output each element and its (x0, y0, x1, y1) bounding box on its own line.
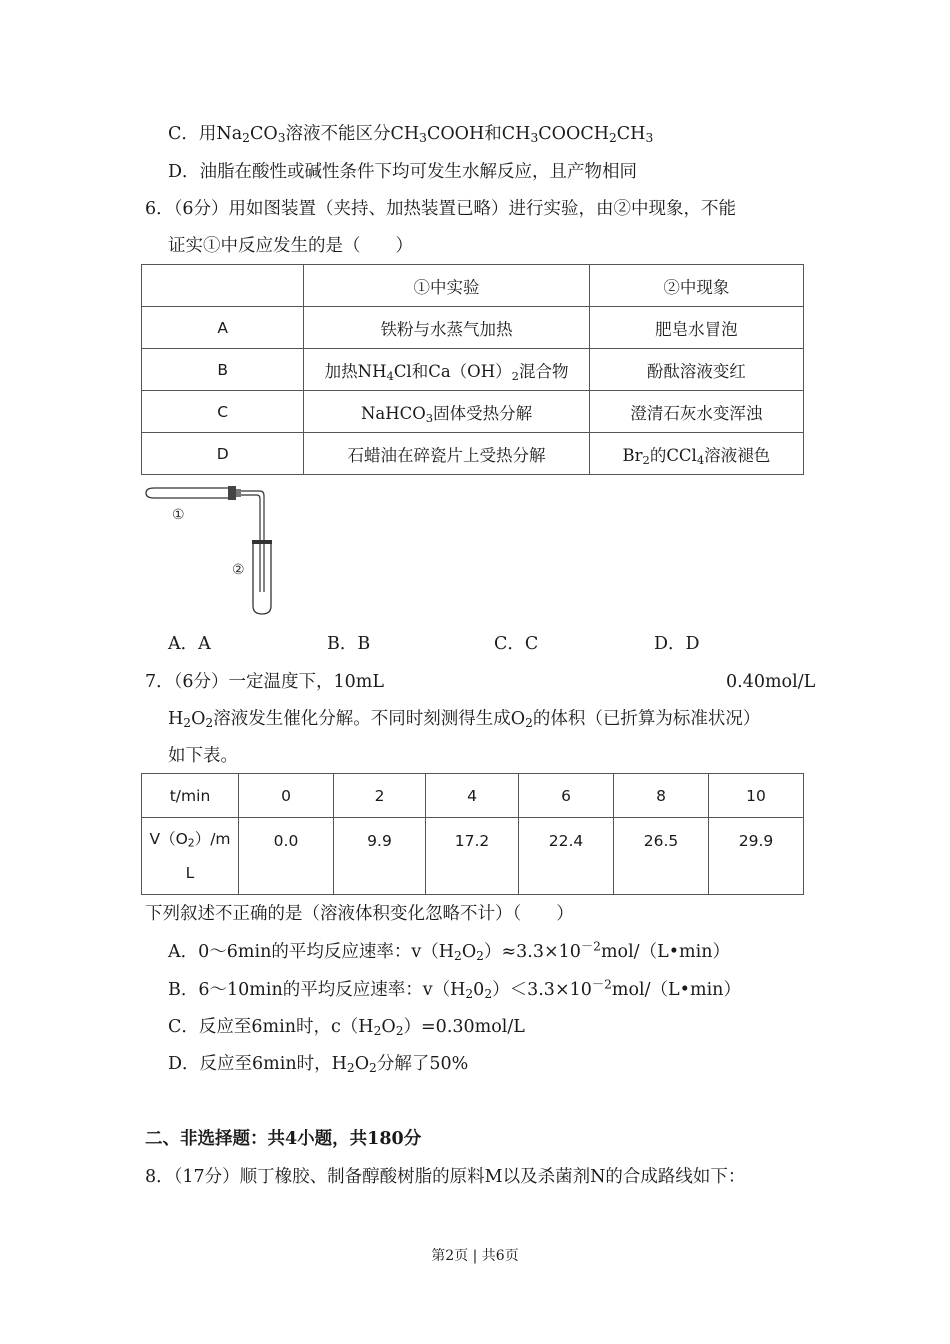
q5-option-d: D．油脂在酸性或碱性条件下均可发生水解反应，且产物相同 (168, 162, 638, 182)
section-2-title: 二、非选择题：共4小题，共180分 (145, 1129, 422, 1149)
q7-stem-line3: 如下表。 (168, 746, 238, 766)
q7-option-d: D．反应至6min时，$H_2O_2$分解了50% (168, 1054, 469, 1076)
q6-choice-b: B．B (327, 634, 371, 654)
q6-row-b (142, 349, 804, 391)
q7-header-volume: $V(O_2)/m$ L (142, 818, 239, 895)
q7-option-b: B．6～10min的平均反应速率：$v(H_20_2)<3.3\times 10^{-2}mol/(L•\min)$ (168, 977, 741, 1002)
q6-row-experiment: 铁粉与水蒸气加热 (304, 307, 589, 349)
q5-option-c: C．用$Na_2CO_3$溶液不能区分$CH_3COOH$和$CH_3COOCH_2CH_3$ (168, 124, 654, 146)
q6-row-label: A (142, 307, 304, 349)
q7-stem-concentration: 0.40mol/L (726, 672, 816, 692)
q7-volume-cell: 9.9 (334, 818, 426, 895)
q6-row-observation: $Br_2$的CCl$_4$溶液褪色 (589, 433, 803, 475)
q6-stem-line2: 证实①中反应发生的是（ ） (168, 236, 413, 256)
q6-header-blank (142, 265, 304, 307)
q6-table-header (142, 265, 804, 307)
q6-choice-a: A．A (168, 634, 211, 654)
q7-volume-cell: 0.0 (239, 818, 334, 895)
q7-stem-line2: $H_2O_2$溶液发生催化分解。不同时刻测得生成$O_2$的体积（已折算为标准状况） (168, 709, 761, 731)
q7-time-cell: 0 (239, 774, 334, 818)
test-tube-2 (253, 544, 271, 614)
q6-row-c (142, 391, 804, 433)
q7-volume-cell: 26.5 (614, 818, 709, 895)
q7-table-volume-row (142, 818, 804, 895)
q6-choice-c: C．C (494, 634, 539, 654)
q7-time-cell: 2 (334, 774, 426, 818)
q6-row-label: B (142, 349, 304, 391)
q6-header-observation: ②中现象 (589, 265, 803, 307)
q6-row-label: C (142, 391, 304, 433)
q6-row-experiment: 石蜡油在碎瓷片上受热分解 (304, 433, 589, 475)
label-tube-1: ① (172, 507, 185, 523)
q6-row-observation: 肥皂水冒泡 (589, 307, 803, 349)
q7-volume-cell: 22.4 (519, 818, 614, 895)
label-tube-2: ② (232, 562, 245, 578)
q6-row-experiment: NaHCO$_3$固体受热分解 (304, 391, 589, 433)
q6-row-experiment: 加热$NH_4Cl$和$Ca(OH)_2$混合物 (304, 349, 589, 391)
q7-time-cell: 6 (519, 774, 614, 818)
q7-option-c: C．反应至6min时，$c(H_2O_2)=0.30mol/L$ (168, 1017, 525, 1039)
q7-question: 下列叙述不正确的是（溶液体积变化忽略不计）（ ） (145, 904, 574, 924)
q6-row-a (142, 307, 804, 349)
q6-stem-line1: 6．（6分）用如图装置（夹持、加热装置已略）进行实验，由②中现象，不能 (145, 199, 737, 219)
q7-header-time: t/min (142, 774, 239, 818)
page-footer: 第2页 | 共6页 (431, 1248, 519, 1264)
q7-table-time-row (142, 774, 804, 818)
q6-header-experiment: ①中实验 (304, 265, 589, 307)
q7-time-cell: 10 (709, 774, 804, 818)
test-tube-2-rim (252, 540, 272, 544)
q7-volume-cell: 17.2 (426, 818, 519, 895)
q7-option-a: A．0～6min的平均反应速率：$v(H_2O_2)\approx 3.3\times 10^{-2}mol/(L•\min)$ (168, 939, 730, 964)
q6-row-observation: 酚酞溶液变红 (589, 349, 803, 391)
q6-table (141, 264, 804, 475)
test-tube-1 (146, 488, 228, 498)
stopper-1-neck (236, 489, 241, 497)
q7-stem-line1: 7．（6分）一定温度下，10mL (145, 672, 385, 692)
q7-time-cell: 8 (614, 774, 709, 818)
q7-time-cell: 4 (426, 774, 519, 818)
q6-choice-d: D．D (654, 634, 700, 654)
q6-row-d (142, 433, 804, 475)
q8-stem: 8．（17分）顺丁橡胶、制备醇酸树脂的原料M以及杀菌剂N的合成路线如下： (145, 1167, 746, 1187)
q7-table (141, 773, 804, 895)
q7-volume-cell: 29.9 (709, 818, 804, 895)
q6-row-label: D (142, 433, 304, 475)
apparatus-diagram (140, 482, 290, 622)
q6-row-observation: 澄清石灰水变浑浊 (589, 391, 803, 433)
stopper-1 (228, 486, 236, 500)
